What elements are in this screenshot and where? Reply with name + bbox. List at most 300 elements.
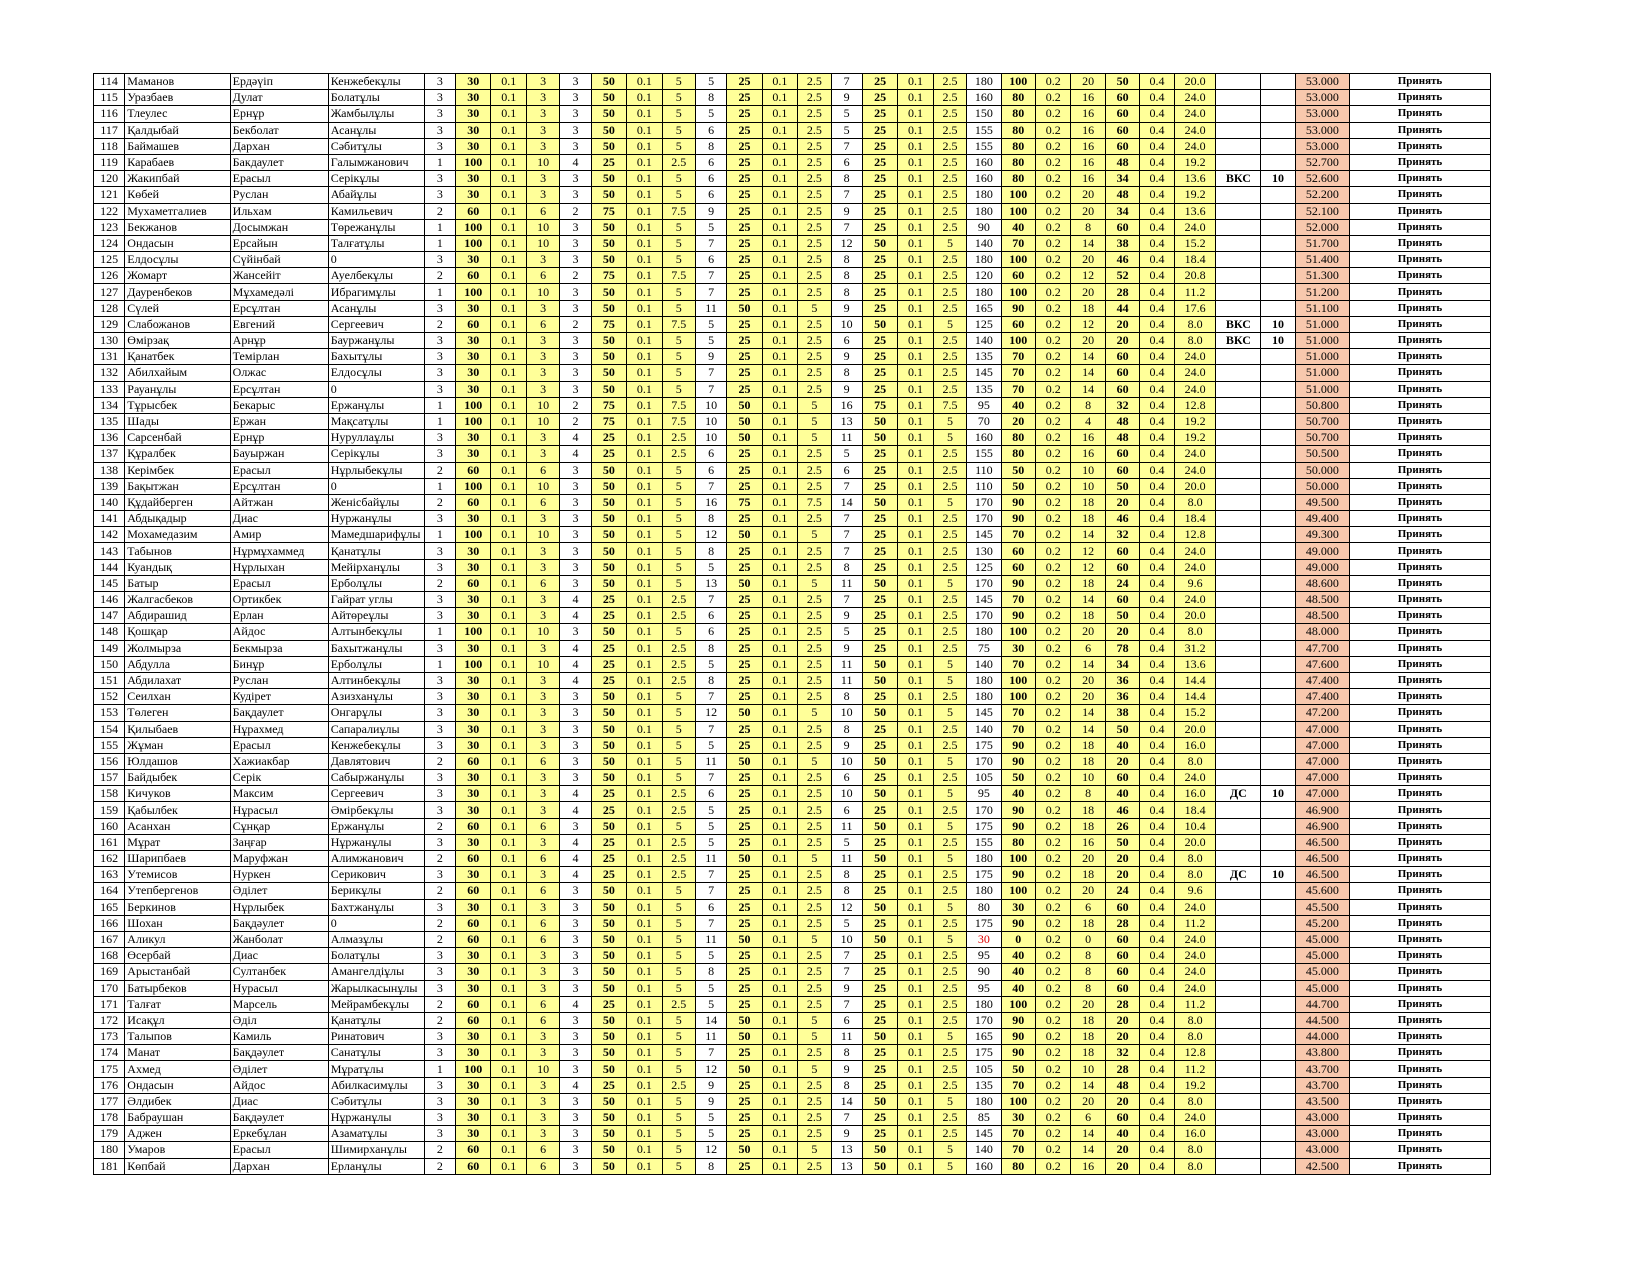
s3-value-cell: 12 [695,705,726,721]
s3-value-cell: 5 [695,802,726,818]
s2-weight-cell: 0.1 [627,1061,662,1077]
s5-weight-cell: 0.2 [1035,430,1070,446]
extra-code-cell [1216,608,1261,624]
row-number-cell: 178 [94,1110,125,1126]
s6-points-cell: 20.0 [1174,74,1216,90]
s3-score-cell: 25 [727,640,762,656]
patronymic-cell: Жамбылұлы [328,106,424,122]
total-score-cell: 47.400 [1295,689,1349,705]
extra-code-cell [1216,138,1261,154]
s4-points-cell: 2.5 [933,640,966,656]
s4-value-cell: 8 [831,252,862,268]
s1-score-cell: 30 [456,138,491,154]
s3-score-cell: 25 [727,219,762,235]
extra-code-cell [1216,1061,1261,1077]
first-name-cell: Серік [230,770,328,786]
s4-points-cell: 2.5 [933,171,966,187]
extra-points-cell [1261,624,1295,640]
decision-cell: Принять [1349,656,1490,672]
s2-points-cell: 5 [662,753,695,769]
s5-value-cell: 180 [967,851,1001,867]
s4-points-cell: 5 [933,931,966,947]
s4-value-cell: 5 [831,834,862,850]
s3-points-cell: 2.5 [798,802,831,818]
s2-rank-cell: 4 [560,640,591,656]
s2-points-cell: 5 [662,721,695,737]
decision-cell: Принять [1349,478,1490,494]
s2-weight-cell: 0.1 [627,559,662,575]
extra-points-cell [1261,154,1295,170]
s5-score-cell: 20 [1001,413,1035,429]
extra-points-cell [1261,397,1295,413]
s3-score-cell: 25 [727,721,762,737]
s1-rank-cell: 3 [424,171,455,187]
s4-weight-cell: 0.1 [898,494,933,510]
extra-code-cell [1216,818,1261,834]
s4-points-cell: 5 [933,430,966,446]
last-name-cell: Өсербай [125,948,230,964]
total-score-cell: 50.800 [1295,397,1349,413]
s4-value-cell: 5 [831,446,862,462]
patronymic-cell: Нуруллаұлы [328,430,424,446]
s4-score-cell: 50 [862,899,897,915]
s5-value-cell: 160 [967,1158,1001,1174]
extra-points-cell [1261,1045,1295,1061]
s1-points-cell: 3 [526,381,559,397]
s1-rank-cell: 1 [424,284,455,300]
s4-weight-cell: 0.1 [898,851,933,867]
s6-value-cell: 48 [1105,413,1139,429]
s2-points-cell: 5 [662,74,695,90]
s2-weight-cell: 0.1 [627,74,662,90]
s3-score-cell: 25 [727,818,762,834]
s5-weight-cell: 0.2 [1035,608,1070,624]
s1-weight-cell: 0.1 [491,786,526,802]
s3-points-cell: 2.5 [798,349,831,365]
s1-rank-cell: 3 [424,721,455,737]
table-row [94,964,1491,980]
s5-weight-cell: 0.2 [1035,1110,1070,1126]
s2-points-cell: 5 [662,1110,695,1126]
s3-score-cell: 25 [727,365,762,381]
s5-points-cell: 20 [1071,252,1105,268]
s3-weight-cell: 0.1 [762,559,797,575]
s5-value-cell: 30 [967,931,1001,947]
s1-score-cell: 30 [456,1110,491,1126]
s4-weight-cell: 0.1 [898,980,933,996]
s5-weight-cell: 0.2 [1035,543,1070,559]
last-name-cell: Әлдибек [125,1093,230,1109]
s1-weight-cell: 0.1 [491,235,526,251]
s6-points-cell: 8.0 [1174,1093,1216,1109]
s1-points-cell: 10 [526,154,559,170]
s4-points-cell: 5 [933,316,966,332]
s2-weight-cell: 0.1 [627,1093,662,1109]
s5-value-cell: 170 [967,511,1001,527]
s2-points-cell: 5 [662,770,695,786]
s4-weight-cell: 0.1 [898,316,933,332]
s3-weight-cell: 0.1 [762,171,797,187]
s5-points-cell: 14 [1071,721,1105,737]
table-row [94,284,1491,300]
s6-value-cell: 52 [1105,268,1139,284]
first-name-cell: Ердәүіп [230,74,328,90]
s1-score-cell: 30 [456,1029,491,1045]
decision-cell: Принять [1349,511,1490,527]
patronymic-cell: 0 [328,252,424,268]
patronymic-cell: 0 [328,381,424,397]
s1-rank-cell: 3 [424,786,455,802]
s1-weight-cell: 0.1 [491,1077,526,1093]
s1-points-cell: 3 [526,430,559,446]
s5-score-cell: 60 [1001,559,1035,575]
first-name-cell: Ерасыл [230,575,328,591]
patronymic-cell: Алтинбекұлы [328,672,424,688]
s6-value-cell: 60 [1105,365,1139,381]
s2-rank-cell: 3 [560,1126,591,1142]
s1-score-cell: 30 [456,1093,491,1109]
patronymic-cell: Галымжанович [328,154,424,170]
s1-weight-cell: 0.1 [491,559,526,575]
s4-value-cell: 7 [831,511,862,527]
total-score-cell: 51.300 [1295,268,1349,284]
s4-score-cell: 25 [862,462,897,478]
s4-weight-cell: 0.1 [898,818,933,834]
s5-points-cell: 6 [1071,640,1105,656]
s2-score-cell: 50 [591,689,626,705]
last-name-cell: Шады [125,413,230,429]
decision-cell: Принять [1349,316,1490,332]
s1-points-cell: 3 [526,608,559,624]
s5-score-cell: 90 [1001,608,1035,624]
patronymic-cell: Ерланұлы [328,1158,424,1174]
extra-points-cell [1261,851,1295,867]
s3-points-cell: 2.5 [798,1158,831,1174]
s4-weight-cell: 0.1 [898,770,933,786]
table-row [94,333,1491,349]
s1-weight-cell: 0.1 [491,154,526,170]
s4-value-cell: 14 [831,1093,862,1109]
extra-points-cell [1261,915,1295,931]
s2-points-cell: 5 [662,478,695,494]
s5-weight-cell: 0.2 [1035,446,1070,462]
s5-weight-cell: 0.2 [1035,1077,1070,1093]
s3-points-cell: 2.5 [798,608,831,624]
s2-score-cell: 50 [591,1158,626,1174]
total-score-cell: 49.400 [1295,511,1349,527]
s4-value-cell: 13 [831,1142,862,1158]
s4-value-cell: 6 [831,333,862,349]
s3-value-cell: 5 [695,106,726,122]
first-name-cell: Ернұр [230,430,328,446]
s1-weight-cell: 0.1 [491,1142,526,1158]
s3-score-cell: 25 [727,90,762,106]
s5-weight-cell: 0.2 [1035,996,1070,1012]
s1-points-cell: 3 [526,300,559,316]
s3-value-cell: 7 [695,721,726,737]
s3-points-cell: 2.5 [798,1126,831,1142]
s2-score-cell: 50 [591,333,626,349]
extra-points-cell [1261,138,1295,154]
s4-score-cell: 25 [862,219,897,235]
extra-points-cell [1261,964,1295,980]
s4-weight-cell: 0.1 [898,171,933,187]
s3-points-cell: 5 [798,575,831,591]
decision-cell: Принять [1349,349,1490,365]
s4-value-cell: 9 [831,381,862,397]
s1-score-cell: 100 [456,397,491,413]
extra-points-cell: 10 [1261,171,1295,187]
s1-points-cell: 3 [526,333,559,349]
last-name-cell: Талыпов [125,1029,230,1045]
s3-score-cell: 50 [727,851,762,867]
s3-weight-cell: 0.1 [762,413,797,429]
s1-points-cell: 6 [526,915,559,931]
s4-score-cell: 25 [862,1077,897,1093]
table-row [94,737,1491,753]
s5-score-cell: 80 [1001,106,1035,122]
s3-score-cell: 25 [727,559,762,575]
s4-score-cell: 25 [862,640,897,656]
patronymic-cell: Елдосұлы [328,365,424,381]
total-score-cell: 53.000 [1295,106,1349,122]
s1-points-cell: 3 [526,252,559,268]
row-number-cell: 119 [94,154,125,170]
s3-weight-cell: 0.1 [762,575,797,591]
s6-points-cell: 8.0 [1174,494,1216,510]
s6-points-cell: 8.0 [1174,1029,1216,1045]
s5-points-cell: 20 [1071,333,1105,349]
s4-value-cell: 7 [831,964,862,980]
s2-weight-cell: 0.1 [627,1077,662,1093]
s2-score-cell: 50 [591,770,626,786]
first-name-cell: Нұрлыхан [230,559,328,575]
s6-value-cell: 60 [1105,106,1139,122]
s4-value-cell: 8 [831,721,862,737]
s5-points-cell: 18 [1071,575,1105,591]
last-name-cell: Мухаметгалиев [125,203,230,219]
s1-rank-cell: 3 [424,867,455,883]
s5-weight-cell: 0.2 [1035,203,1070,219]
s1-weight-cell: 0.1 [491,834,526,850]
s1-rank-cell: 2 [424,1142,455,1158]
s1-score-cell: 30 [456,74,491,90]
total-score-cell: 45.200 [1295,915,1349,931]
s5-score-cell: 70 [1001,1126,1035,1142]
total-score-cell: 46.900 [1295,818,1349,834]
s3-value-cell: 8 [695,1158,726,1174]
first-name-cell: Ержан [230,413,328,429]
extra-points-cell [1261,430,1295,446]
table-row [94,753,1491,769]
s2-rank-cell: 4 [560,996,591,1012]
s1-points-cell: 3 [526,689,559,705]
s3-weight-cell: 0.1 [762,219,797,235]
row-number-cell: 122 [94,203,125,219]
s5-value-cell: 140 [967,656,1001,672]
s3-points-cell: 5 [798,397,831,413]
s1-points-cell: 3 [526,138,559,154]
row-number-cell: 150 [94,656,125,672]
s1-score-cell: 30 [456,543,491,559]
patronymic-cell: Ринатович [328,1029,424,1045]
s2-score-cell: 50 [591,980,626,996]
s3-value-cell: 7 [695,770,726,786]
s4-points-cell: 5 [933,494,966,510]
total-score-cell: 47.000 [1295,737,1349,753]
s2-rank-cell: 3 [560,235,591,251]
s2-weight-cell: 0.1 [627,575,662,591]
s3-score-cell: 25 [727,592,762,608]
table-row [94,1045,1491,1061]
s5-value-cell: 110 [967,478,1001,494]
s4-points-cell: 2.5 [933,689,966,705]
s3-weight-cell: 0.1 [762,737,797,753]
patronymic-cell: Кенжебекұлы [328,74,424,90]
patronymic-cell: Мұратұлы [328,1061,424,1077]
s2-points-cell: 5 [662,737,695,753]
row-number-cell: 125 [94,252,125,268]
s2-weight-cell: 0.1 [627,171,662,187]
s1-rank-cell: 3 [424,446,455,462]
extra-code-cell [1216,1142,1261,1158]
s2-score-cell: 50 [591,494,626,510]
extra-points-cell [1261,300,1295,316]
last-name-cell: Жолмырза [125,640,230,656]
s3-value-cell: 12 [695,1061,726,1077]
s5-weight-cell: 0.2 [1035,171,1070,187]
s2-weight-cell: 0.1 [627,1012,662,1028]
s1-rank-cell: 3 [424,365,455,381]
table-row [94,559,1491,575]
decision-cell: Принять [1349,1061,1490,1077]
extra-points-cell [1261,980,1295,996]
patronymic-cell: Әмірбекұлы [328,802,424,818]
table-row [94,1126,1491,1142]
s1-rank-cell: 3 [424,74,455,90]
s5-weight-cell: 0.2 [1035,74,1070,90]
s4-weight-cell: 0.1 [898,948,933,964]
s2-rank-cell: 3 [560,284,591,300]
s2-points-cell: 5 [662,1045,695,1061]
s2-rank-cell: 2 [560,413,591,429]
s5-points-cell: 18 [1071,818,1105,834]
last-name-cell: Байдыбек [125,770,230,786]
s1-rank-cell: 3 [424,672,455,688]
row-number-cell: 149 [94,640,125,656]
s4-value-cell: 8 [831,867,862,883]
s4-score-cell: 25 [862,592,897,608]
first-name-cell: Диас [230,1093,328,1109]
s1-rank-cell: 3 [424,964,455,980]
table-row [94,171,1491,187]
s2-weight-cell: 0.1 [627,1029,662,1045]
decision-cell: Принять [1349,543,1490,559]
s5-score-cell: 40 [1001,948,1035,964]
extra-points-cell [1261,818,1295,834]
decision-cell: Принять [1349,446,1490,462]
s4-points-cell: 2.5 [933,915,966,931]
s5-score-cell: 90 [1001,1029,1035,1045]
s3-value-cell: 7 [695,592,726,608]
s3-points-cell: 2.5 [798,834,831,850]
total-score-cell: 51.700 [1295,235,1349,251]
s5-score-cell: 70 [1001,381,1035,397]
s3-value-cell: 13 [695,575,726,591]
s5-points-cell: 16 [1071,154,1105,170]
s4-weight-cell: 0.1 [898,268,933,284]
s1-points-cell: 3 [526,737,559,753]
first-name-cell: Айдос [230,624,328,640]
s4-points-cell: 2.5 [933,1061,966,1077]
s6-value-cell: 20 [1105,624,1139,640]
s4-points-cell: 2.5 [933,219,966,235]
s3-points-cell: 2.5 [798,656,831,672]
extra-code-cell [1216,672,1261,688]
s3-score-cell: 75 [727,494,762,510]
s2-weight-cell: 0.1 [627,867,662,883]
s6-points-cell: 24.0 [1174,446,1216,462]
patronymic-cell: Сергеевич [328,786,424,802]
s2-rank-cell: 3 [560,948,591,964]
s6-weight-cell: 0.4 [1140,948,1174,964]
s5-weight-cell: 0.2 [1035,187,1070,203]
s6-weight-cell: 0.4 [1140,899,1174,915]
s2-points-cell: 5 [662,559,695,575]
total-score-cell: 45.000 [1295,980,1349,996]
s4-score-cell: 25 [862,74,897,90]
s2-rank-cell: 3 [560,494,591,510]
s3-score-cell: 50 [727,753,762,769]
s1-weight-cell: 0.1 [491,753,526,769]
extra-points-cell [1261,478,1295,494]
s6-weight-cell: 0.4 [1140,689,1174,705]
s1-rank-cell: 3 [424,90,455,106]
s2-points-cell: 5 [662,1158,695,1174]
s1-weight-cell: 0.1 [491,397,526,413]
s4-score-cell: 25 [862,90,897,106]
s6-points-cell: 24.0 [1174,106,1216,122]
s1-rank-cell: 2 [424,494,455,510]
s5-points-cell: 18 [1071,1045,1105,1061]
s1-rank-cell: 1 [424,478,455,494]
s3-points-cell: 2.5 [798,672,831,688]
last-name-cell: Қалдыбай [125,122,230,138]
total-score-cell: 52.700 [1295,154,1349,170]
s6-value-cell: 36 [1105,689,1139,705]
extra-points-cell [1261,721,1295,737]
patronymic-cell: Болатұлы [328,948,424,964]
extra-points-cell: 10 [1261,867,1295,883]
first-name-cell: Темірлан [230,349,328,365]
s2-points-cell: 5 [662,106,695,122]
s2-weight-cell: 0.1 [627,592,662,608]
s1-points-cell: 3 [526,770,559,786]
s2-rank-cell: 4 [560,802,591,818]
s5-weight-cell: 0.2 [1035,753,1070,769]
last-name-cell: Бабраушан [125,1110,230,1126]
s2-points-cell: 5 [662,333,695,349]
extra-code-cell [1216,770,1261,786]
s1-score-cell: 60 [456,268,491,284]
s2-score-cell: 50 [591,106,626,122]
s2-weight-cell: 0.1 [627,1142,662,1158]
s1-score-cell: 30 [456,689,491,705]
last-name-cell: Аликул [125,931,230,947]
s4-weight-cell: 0.1 [898,996,933,1012]
s3-weight-cell: 0.1 [762,252,797,268]
s4-points-cell: 5 [933,656,966,672]
